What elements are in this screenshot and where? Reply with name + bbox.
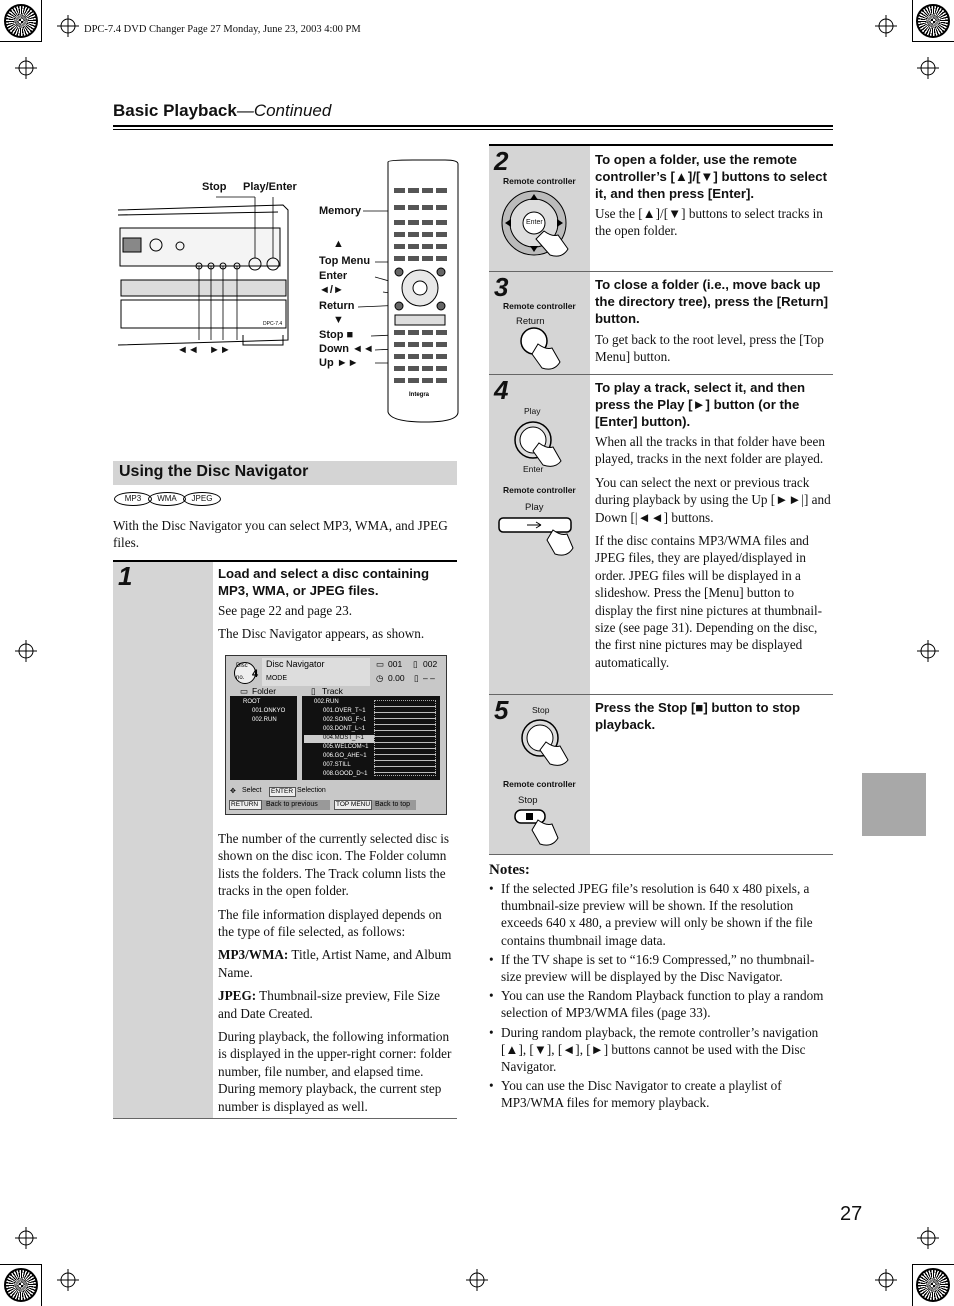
screen-title: Disc Navigator (266, 659, 325, 669)
remote-brand-text: Integra (409, 392, 430, 398)
step1-p4: The file information displayed depends on the type of file selected, as follows: (218, 906, 442, 940)
step1-sidebar (113, 562, 213, 1118)
step3-body: To get back to the root level, press the [Top Menu] button. (595, 332, 824, 365)
file-number: 002 (423, 659, 438, 669)
folder-column-header: Folder (252, 686, 277, 696)
enter-key: ENTER (271, 788, 294, 795)
step1-heading: Load and select a disc containing MP3, WMA, or JPEG files. (218, 566, 430, 598)
step-icon: ▯ (414, 673, 419, 683)
device-diagram (113, 150, 463, 440)
notes-title: Notes: (489, 862, 530, 878)
step4-number: 4 (494, 375, 509, 405)
enter-button-caption: Enter (526, 219, 543, 226)
folder-item[interactable]: 002.RUN (252, 717, 277, 723)
return-button-caption: Return (516, 316, 545, 327)
label-skip-fwd: ►► (209, 344, 231, 356)
return-button-illustration (512, 326, 572, 376)
return-key: RETURN (231, 801, 259, 808)
folder-item-root[interactable]: ROOT (243, 699, 261, 705)
step1-p5: During playback, the following information is displayed in the upper-right corner: folder number, file number, and elapsed time. During memory playback, the current step number is displayed as well. (218, 1029, 452, 1114)
label-down: Down ◄◄ (319, 343, 374, 355)
wma-format-badge: WMA (148, 492, 186, 506)
step2-remote-label: Remote controller (503, 176, 576, 186)
label-stop-remote: Stop ■ (319, 329, 354, 341)
step4-remote-label: Remote controller (503, 485, 576, 495)
label-top-menu: Top Menu (319, 255, 371, 267)
elapsed-time: 0.00 (388, 673, 405, 683)
label-arrows: ◄/► (319, 284, 344, 296)
step2-heading: To open a folder, use the remote controller’s [▲]/[▼] buttons to select it, and then press [Enter]. (595, 152, 827, 201)
step1-mp3: MP3/WMA: Title, Artist Name, and Album Name. (218, 947, 452, 980)
title-rule (113, 125, 833, 127)
note-item: • If the TV shape is set to “16:9 Compressed,” no thumbnail-size preview will be displayed by the Disc Navigator. (489, 951, 834, 985)
stop-button-illustration (518, 716, 578, 776)
label-return: Return (319, 300, 355, 312)
unit-model-text: DPC-7.4 (263, 321, 283, 327)
select-hint: Select (242, 787, 262, 794)
note-item: • You can use the Random Playback function to play a random selection of MP3/WMA files (page 33). (489, 987, 834, 1021)
disc-navigator-screen (225, 655, 447, 815)
print-header: DPC-7.4 DVD Changer Page 27 Monday, June 23, 2003 4:00 PM (84, 24, 361, 35)
note-item: • During random playback, the remote controller’s navigation [▲], [▼], [◄], [►] buttons cannot be used with the Disc Navigator. (489, 1024, 834, 1076)
step1-bottom-rule (113, 1118, 457, 1119)
file-icon: ▯ (413, 659, 418, 669)
back-top-hint: Back to top (375, 801, 411, 808)
step4-p1: When all the tracks in that folder have been played, tracks in the next folder are played. (595, 434, 825, 467)
screen-mode: MODE (266, 675, 287, 682)
track-column-header: Track (322, 686, 343, 696)
mp3-format-badge: MP3 (114, 492, 152, 506)
step5-remote-label: Remote controller (503, 779, 576, 789)
track-col-icon: ▯ (311, 686, 316, 696)
folder-icon: ▭ (376, 659, 385, 669)
folder-col-icon: ▭ (240, 686, 249, 696)
label-up: Up ►► (319, 357, 359, 369)
step1-p1: See page 22 and page 23. (218, 603, 353, 618)
track-item-selected[interactable]: 004.MOST_I~1 (323, 735, 364, 741)
label-skip-back: ◄◄ (177, 344, 199, 356)
label-stop: Stop (202, 181, 227, 193)
play-remote-button-illustration (497, 514, 577, 564)
step4-p2: You can select the next or previous track during playback by using the Up [►►|] and Down [|◄◄] buttons. (595, 474, 831, 525)
step-dashes: – – (423, 673, 435, 683)
track-item[interactable]: 002.SONG_F~1 (323, 717, 367, 723)
step3-number: 3 (494, 272, 509, 302)
enter-button-caption-4: Enter (523, 464, 544, 474)
step1-p2: The Disc Navigator appears, as shown. (218, 626, 425, 642)
play-button-caption-2: Play (525, 502, 544, 513)
track-item[interactable]: 001.OVER_T~1 (323, 708, 366, 714)
track-item[interactable]: 005.WELCOM~1 (323, 744, 369, 750)
step4-body (595, 433, 835, 677)
step2-number: 2 (494, 146, 509, 176)
up-triangle-icon: ▲ (333, 238, 344, 250)
jpeg-format-badge: JPEG (183, 492, 221, 506)
top-menu-key: TOP MENU (336, 801, 371, 808)
note-item: • If the selected JPEG file’s resolution is 640 x 480 pixels, a thumbnail-size preview will be shown. If the resolution exceeds 640 x 480, a preview will only be shown if the file contains thumbnail image data. (489, 880, 834, 949)
folder-item[interactable]: 001.ONKYO (252, 708, 286, 714)
step3-remote-label: Remote controller (503, 301, 576, 311)
label-enter: Enter (319, 270, 348, 282)
disc-no-label: Disc no. (236, 663, 248, 681)
step4-p3: If the disc contains MP3/WMA files and JPEG files, they are played/displayed in order. JPEG files will be displayed in a slideshow. Press the [Menu] button to display the first nine pictures at thumbnail-size (see page 31). Depending on the disc, the first nine pictures may be displayed automatically. (595, 533, 823, 670)
section-title: Basic Playback—Continued (113, 101, 332, 120)
step5-rule (489, 854, 833, 855)
disc-navigator-heading: Using the Disc Navigator (113, 461, 457, 485)
step1-jpeg: JPEG: Thumbnail-size preview, File Size and Date Created. (218, 988, 440, 1021)
page-number: 27 (840, 1203, 863, 1225)
clock-icon: ◷ (376, 673, 384, 683)
step4-heading: To play a track, select it, and then press the Play [►] button (or the [Enter] button). (595, 380, 806, 429)
down-triangle-icon: ▼ (333, 314, 344, 326)
track-item[interactable]: 003.DONT_L~1 (323, 726, 366, 732)
track-item[interactable]: 008.GOOD_D~1 (323, 771, 368, 777)
step1-body-top (218, 602, 458, 649)
label-memory: Memory (319, 205, 362, 217)
step1-body-bottom (218, 830, 458, 1121)
disc-number: 4 (252, 668, 259, 680)
selection-hint: Selection (297, 787, 326, 794)
enter-button-illustration (498, 186, 578, 266)
track-item[interactable]: 006.GO_AHE~1 (323, 753, 367, 759)
info-panel (374, 700, 436, 776)
label-play-enter: Play/Enter (243, 181, 297, 193)
step5-number: 5 (494, 695, 509, 725)
chapter-side-tab (862, 773, 926, 836)
track-folder-name: 002.RUN (314, 699, 339, 705)
step2-body: Use the [▲]/[▼] buttons to select tracks in the open folder. (595, 206, 823, 239)
step3-heading: To close a folder (i.e., move back up the directory tree), press the [Return] button. (595, 277, 829, 326)
folder-number: 001 (388, 659, 403, 669)
play-button-caption: Play (524, 406, 541, 416)
stop-button-caption-2: Stop (518, 795, 538, 806)
disc-navigator-intro: With the Disc Navigator you can select MP3, WMA, and JPEG files. (113, 518, 448, 551)
track-item[interactable]: 007.STILL (323, 762, 351, 768)
back-previous-hint: Back to previous (266, 801, 318, 808)
stop-remote-button-illustration (512, 806, 572, 856)
note-item: • You can use the Disc Navigator to create a playlist of MP3/WMA files for memory playback. (489, 1077, 834, 1111)
stop-button-caption: Stop (532, 705, 550, 715)
step1-number: 1 (118, 561, 133, 591)
title-rule-thin (113, 129, 833, 130)
step5-heading: Press the Stop [■] button to stop playback. (595, 700, 801, 732)
step1-p3: The number of the currently selected disc is shown on the disc icon. The Folder column lists the folders. The Track column lists the tracks in the open folder. (218, 831, 450, 899)
play-button-illustration (511, 418, 571, 468)
notes-list (489, 880, 834, 1114)
dpad-icon: ✥ (230, 788, 236, 795)
